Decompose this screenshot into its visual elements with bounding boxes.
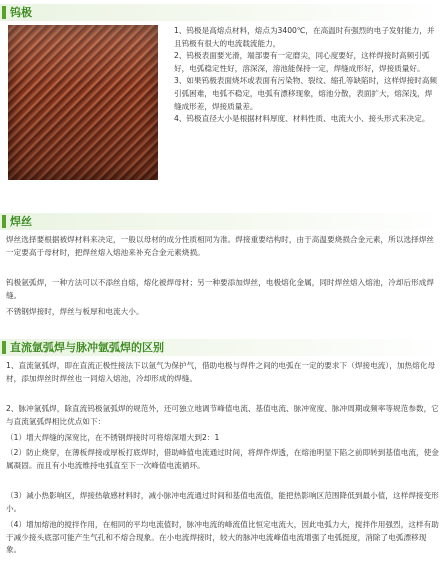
section-header-tungsten [0, 4, 445, 21]
paragraph: 焊丝选择要根据被焊材料来决定，一般以母材的成分性质相同为准。焊接重要结构时，由于高温要烧损合金元素，所以选择焊丝一定要高于母材时，把焊丝熔入熔池来补充合金元素烧损。 [6, 235, 435, 257]
paragraph: 钨极氩弧焊，一种方法可以不添丝自熔，熔化被焊母材；另一种要添加焊丝，电极熔化金属，同时焊丝熔入熔池，冷却后形成焊缝。 [6, 278, 435, 300]
paragraph: （1）增大焊缝的深宽比，在不锈钢焊接时可将熔深增大到2：1 [6, 433, 220, 442]
list-item: 3、如果钨极表面烧坏或表面有污染物、裂纹、缩孔等缺陷时，这样焊接时高频引弧困难，电弧不稳定，电弧有漂移现象，熔池分散，表面扩大，熔深浅，焊缝成形差，焊接质量差。 [174, 76, 438, 111]
tungsten-info-list [174, 25, 438, 126]
section-marker-icon [2, 341, 6, 354]
paragraph: （3）减小热影响区，焊接热敏感材料时，减小脉冲电流通过时间和基值电流值，能把热影响区范围降低到最小值，这样焊接变形小。 [6, 491, 439, 513]
section-title: 直流氩弧焊与脉冲氩弧焊的区别 [10, 341, 164, 354]
paragraph: 1、直流氩弧焊，即在直流正极性接法下以氩气为保护气，借助电极与焊件之间的电弧在一定的要求下（焊接电流），加热熔化母材，添加焊丝时焊丝也一同熔入熔池，冷却形成的焊缝。 [6, 361, 436, 383]
paragraph: 不锈钢焊接时，焊丝与板厚和电流大小。 [6, 307, 144, 316]
section-title: 焊丝 [10, 215, 32, 228]
section-header-welding-wire [0, 213, 445, 230]
list-item: 2、钨极表面要光滑，端部要有一定磨尖，同心度要好，这样焊接时高频引弧好，电弧稳定性好，溶深深，溶池能保持一定，焊缝成形好，焊接质量好。 [174, 51, 430, 73]
section-marker-icon [2, 215, 6, 228]
list-item: 1、钨极是高熔点材料，熔点为3400℃，在高温时有强烈的电子发射能力，并且钨极有很大的电流载流能力， [174, 26, 435, 48]
list-item: 4、钨极直径大小是根据材料厚度、材料性质、电流大小、接头形式来决定。 [174, 114, 430, 124]
paragraph: （4）增加熔池的搅拌作用，在相同的平均电流值时，脉冲电流的峰流值比恒定电流大，因此电弧力大，搅拌作用强烈，这样有助于减少接头底部可能产生气孔和不熔合现象。在小电流焊接时，较大的脉冲电流峰值电流增强了电弧挺度，消除了电弧漂移现象。 [6, 520, 439, 555]
section-header-dc-vs-pulse [0, 339, 445, 356]
section-title: 钨极 [10, 6, 32, 19]
tungsten-electrodes-photo [8, 25, 158, 180]
paragraph: 2、脉冲氩弧焊，除直流钨极氩弧焊的规范外，还可独立地调节峰值电流、基值电流、脉冲宽度、脉冲周期或频率等规范参数，它与直流氩弧焊相比优点如下： [6, 404, 439, 426]
paragraph: （2）防止烧穿，在薄板焊接或厚板打底焊时，借助峰值电流通过时间，将焊件焊透，在熔池明显下陷之前即转到基值电流，使金属凝固。而且有小电流维持电弧直至下一次峰值电流循环。 [6, 448, 439, 470]
section-marker-icon [2, 6, 6, 19]
